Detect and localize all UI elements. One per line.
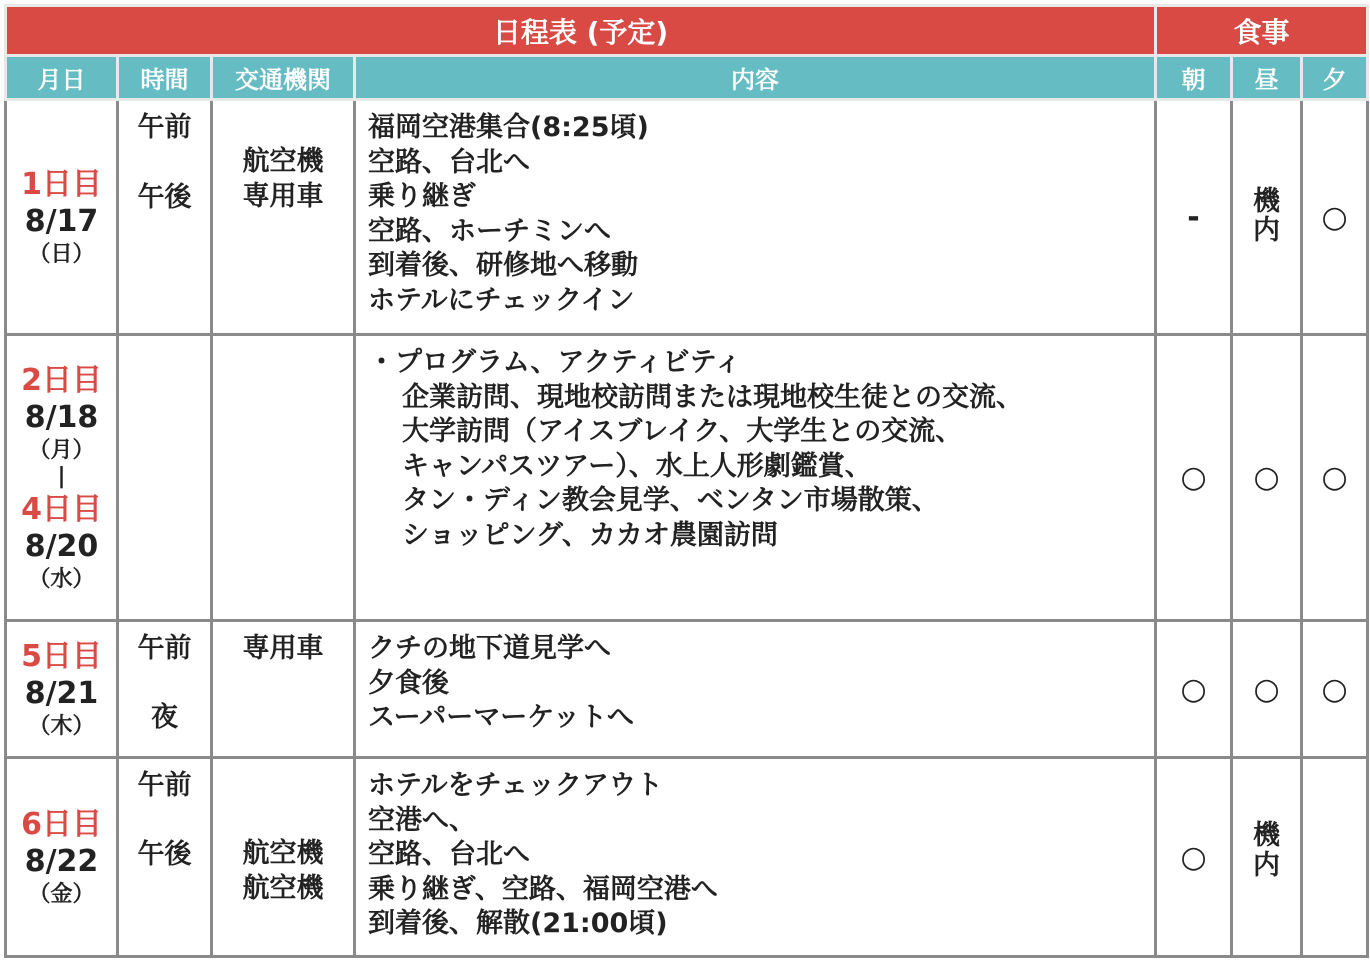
time-cell bbox=[118, 621, 212, 758]
dinner-cell bbox=[1302, 100, 1368, 335]
transport-cell bbox=[212, 621, 355, 758]
transport-item: 航空機 bbox=[242, 146, 324, 177]
content-line: ホテルをチェックアウト bbox=[368, 770, 663, 801]
column-header-row bbox=[6, 56, 1368, 100]
transport-cell bbox=[212, 335, 355, 621]
day-label: 6日目 bbox=[21, 806, 102, 842]
lunch-cell bbox=[1232, 621, 1302, 758]
date-value: 8/18 bbox=[24, 400, 99, 436]
time-am: 午前 bbox=[137, 112, 192, 143]
table-row bbox=[6, 335, 1368, 621]
transport-cell bbox=[212, 758, 355, 957]
col-dinner-header: 夕 bbox=[1302, 56, 1368, 100]
time-night: 夜 bbox=[151, 701, 178, 733]
day-of-week: （水） bbox=[28, 566, 95, 592]
date-cell bbox=[6, 335, 118, 621]
time-cell bbox=[118, 100, 212, 335]
day-label: 5日目 bbox=[21, 638, 102, 674]
breakfast-value: - bbox=[1187, 199, 1200, 235]
range-separator: | bbox=[57, 464, 66, 490]
date-cell bbox=[6, 621, 118, 758]
content-line: ・プログラム、アクティビティ bbox=[368, 347, 742, 378]
transport-item: 航空機 bbox=[242, 838, 324, 869]
time-pm: 午後 bbox=[137, 182, 192, 213]
content-line: 福岡空港集合(8:25頃) bbox=[368, 112, 649, 143]
content-line: 大学訪問（アイスブレイク、大学生との交流、 bbox=[402, 416, 963, 447]
date-cell bbox=[6, 758, 118, 957]
col-lunch-header: 昼 bbox=[1232, 56, 1302, 100]
content-line: 到着後、解散(21:00頃) bbox=[368, 908, 668, 939]
date-value: 8/20 bbox=[24, 529, 99, 565]
dinner-value: ○ bbox=[1321, 460, 1348, 495]
dinner-cell bbox=[1302, 758, 1368, 957]
table-row bbox=[6, 621, 1368, 758]
time-am: 午前 bbox=[137, 770, 192, 801]
dinner-cell bbox=[1302, 621, 1368, 758]
time-pm: 午後 bbox=[137, 838, 192, 870]
content-line: ショッピング、カカオ農園訪問 bbox=[402, 519, 778, 551]
breakfast-cell bbox=[1156, 621, 1232, 758]
breakfast-value: ○ bbox=[1180, 671, 1207, 707]
content-line: クチの地下道見学へ bbox=[368, 633, 611, 664]
transport-item: 専用車 bbox=[242, 180, 324, 212]
lunch-cell bbox=[1232, 100, 1302, 335]
content-cell bbox=[355, 758, 1156, 957]
breakfast-cell bbox=[1156, 100, 1232, 335]
transport-cell bbox=[212, 100, 355, 335]
content-line: 乗り継ぎ bbox=[368, 181, 476, 212]
transport-item: 専用車 bbox=[242, 633, 324, 664]
day-of-week: （木） bbox=[28, 713, 95, 739]
col-transport-header: 交通機関 bbox=[212, 56, 355, 100]
day-of-week: （日） bbox=[28, 241, 95, 267]
day-of-week: （金） bbox=[28, 881, 95, 907]
schedule-table bbox=[4, 4, 1369, 958]
dinner-value: ○ bbox=[1321, 199, 1348, 235]
col-breakfast-header: 朝 bbox=[1156, 56, 1232, 100]
content-line: 夕食後 bbox=[368, 667, 449, 699]
schedule-sheet bbox=[4, 4, 1366, 958]
day-of-week: （月） bbox=[28, 437, 95, 463]
col-content-header: 内容 bbox=[355, 56, 1156, 100]
content-line: 空路、ホーチミンへ bbox=[368, 215, 611, 247]
lunch-value: 機内 bbox=[1253, 185, 1281, 247]
table-row bbox=[6, 100, 1368, 335]
day-label: 4日目 bbox=[21, 491, 102, 527]
content-line: 到着後、研修地へ移動 bbox=[368, 250, 638, 281]
time-cell bbox=[118, 758, 212, 957]
date-value: 8/17 bbox=[24, 204, 99, 240]
date-value: 8/21 bbox=[24, 676, 99, 712]
content-cell bbox=[355, 335, 1156, 621]
content-cell bbox=[355, 100, 1156, 335]
content-cell bbox=[355, 621, 1156, 758]
day-label: 1日目 bbox=[21, 166, 102, 202]
date-cell bbox=[6, 100, 118, 335]
schedule-title: 日程表 (予定) bbox=[6, 6, 1156, 56]
transport-item: 航空機 bbox=[242, 872, 324, 904]
breakfast-cell bbox=[1156, 758, 1232, 957]
time-am: 午前 bbox=[137, 633, 192, 664]
content-line: 乗り継ぎ、空路、福岡空港へ bbox=[368, 873, 718, 905]
lunch-value: 機内 bbox=[1253, 820, 1281, 881]
dinner-value: ○ bbox=[1321, 671, 1348, 707]
title-row bbox=[6, 6, 1368, 56]
content-line: スーパーマーケットへ bbox=[368, 702, 634, 733]
content-line: 空港へ、 bbox=[368, 804, 476, 836]
lunch-value: ○ bbox=[1253, 671, 1280, 707]
content-line: ホテルにチェックイン bbox=[368, 284, 635, 316]
lunch-cell bbox=[1232, 335, 1302, 621]
breakfast-cell bbox=[1156, 335, 1232, 621]
breakfast-value: ○ bbox=[1180, 839, 1207, 875]
table-row bbox=[6, 758, 1368, 957]
content-line: 企業訪問、現地校訪問または現地校生徒との交流、 bbox=[402, 381, 1023, 413]
content-line: 空路、台北へ bbox=[368, 146, 530, 178]
content-line: タン・ディン教会見学、ベンタン市場散策、 bbox=[402, 485, 939, 516]
lunch-cell bbox=[1232, 758, 1302, 957]
content-line: キャンパスツアー）、水上人形劇鑑賞、 bbox=[402, 450, 872, 482]
dinner-cell bbox=[1302, 335, 1368, 621]
time-cell bbox=[118, 335, 212, 621]
meals-title: 食事 bbox=[1156, 6, 1368, 56]
breakfast-value: ○ bbox=[1180, 460, 1207, 495]
day-label: 2日目 bbox=[21, 362, 102, 398]
date-value: 8/22 bbox=[24, 844, 99, 880]
col-date-header: 月日 bbox=[6, 56, 118, 100]
content-line: 空路、台北へ bbox=[368, 839, 530, 870]
lunch-value: ○ bbox=[1253, 460, 1280, 495]
col-time-header: 時間 bbox=[118, 56, 212, 100]
